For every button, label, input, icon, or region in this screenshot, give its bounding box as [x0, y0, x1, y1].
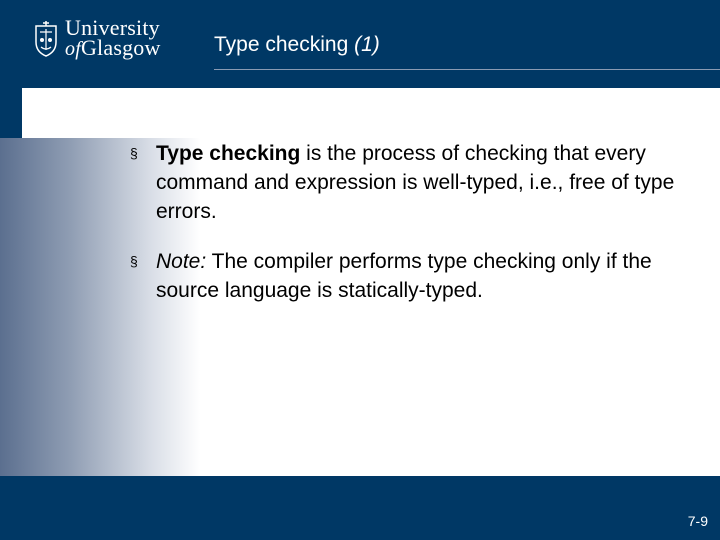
slide-title-suffix: (1) [354, 33, 380, 56]
bullet-text: The compiler performs type checking only if the source language is statically-typed. [156, 250, 652, 302]
logo-line-2-rest: Glasgow [80, 35, 161, 60]
bullet-item [126, 139, 706, 226]
content-panel-top [22, 88, 720, 138]
slide-number: 7-9 [687, 513, 708, 529]
bullet-list [126, 138, 706, 305]
university-logo [34, 15, 161, 60]
slide-title-main: Type checking [214, 33, 349, 56]
title-rule [214, 69, 720, 70]
bullet-marker: § [130, 145, 138, 161]
university-wordmark [65, 15, 161, 60]
bullet-item [126, 247, 706, 305]
bullet-marker: § [130, 253, 138, 269]
logo-line-1: University [65, 15, 160, 40]
bullet-lead: Type checking [156, 142, 301, 165]
slide-title [214, 33, 380, 57]
crest-icon [34, 20, 58, 58]
bullet-lead: Note: [156, 250, 207, 273]
logo-line-2 [65, 35, 161, 60]
bullet-text: is the process of checking that every command and expression is well-typed, i.e., free of type errors. [156, 142, 675, 223]
logo-line-2-prefix: of [65, 38, 81, 60]
